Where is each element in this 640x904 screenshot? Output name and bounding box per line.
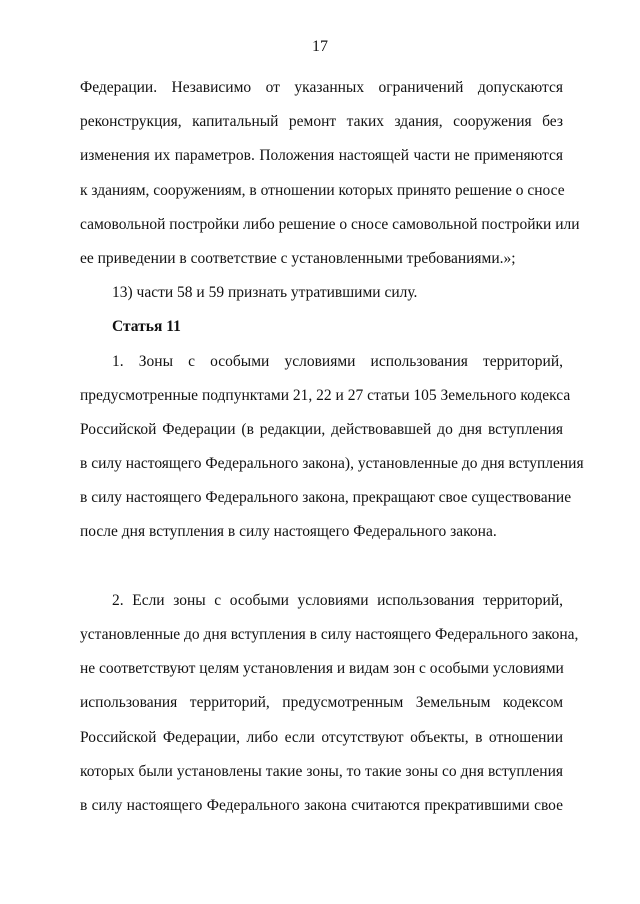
text-line: Федерации. Независимо от указанных ограничений допускаются <box>80 79 563 96</box>
text-line: реконструкция, капитальный ремонт таких здания, сооружения без <box>80 113 563 131</box>
text-line: Российской Федерации, либо если отсутствуют объекты, в отношении <box>80 728 563 746</box>
text-line: 2. Если зоны с особыми условиями использования территорий, <box>112 591 563 609</box>
text-line: самовольной постройки либо решение о сносе самовольной постройки или <box>80 215 580 233</box>
text-line: в силу настоящего Федерального закона, прекращают свое существование <box>80 489 572 507</box>
text-line: к зданиям, сооружениям, в отношении которых принято решение о сносе <box>80 181 565 199</box>
text-line: Российской Федерации (в редакции, действовавшей до дня вступления <box>80 420 563 438</box>
article-paragraph-1 <box>80 345 584 550</box>
text-line: в силу настоящего Федерального закона), установленные до дня вступления <box>80 455 584 473</box>
text-line: не соответствуют целям установления и видам зон с особыми условиями <box>80 660 564 678</box>
paragraph-spacer <box>80 550 563 584</box>
text-line: 1. Зоны с особыми условиями использования территорий, <box>112 352 563 370</box>
paragraph-item-13 <box>80 276 563 310</box>
paragraph-continuation <box>80 71 580 276</box>
text-line: изменения их параметров. Положения настоящей части не применяются <box>80 147 563 165</box>
text-line: 13) части 58 и 59 признать утратившими силу. <box>112 284 418 302</box>
text-line: после дня вступления в силу настоящего Федерального закона. <box>80 523 497 541</box>
text-line: установленные до дня вступления в силу настоящего Федерального закона, <box>80 626 579 643</box>
article-heading <box>80 310 563 344</box>
text-line: предусмотренные подпунктами 21, 22 и 27 статьи 105 Земельного кодекса <box>80 386 571 404</box>
page-number: 17 <box>312 38 328 55</box>
text-line: в силу настоящего Федерального закона считаются прекратившими свое <box>80 796 563 814</box>
text-line: использования территорий, предусмотренным Земельным кодексом <box>80 694 563 712</box>
text-line: ее приведении в соответствие с установленными требованиями.»; <box>80 249 516 267</box>
document-body <box>80 71 584 823</box>
heading-text: Статья 11 <box>112 318 181 336</box>
article-paragraph-2 <box>80 584 579 823</box>
text-line: которых были установлены такие зоны, то такие зоны со дня вступления <box>80 762 563 780</box>
